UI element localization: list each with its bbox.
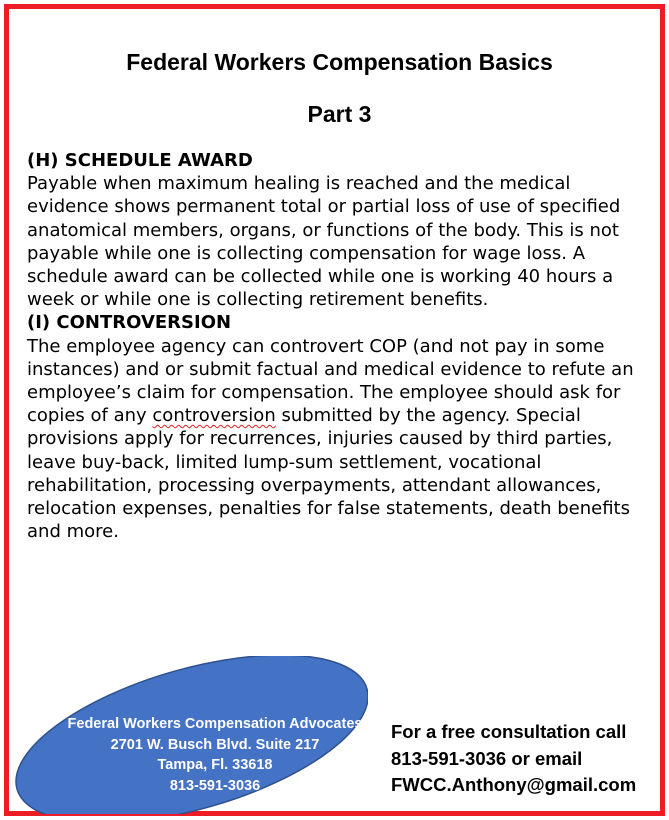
address-street: 2701 W. Busch Blvd. Suite 217	[110, 736, 320, 753]
consultation-line-1: For a free consultation call	[391, 721, 627, 742]
address-org: Federal Workers Compensation Advocates	[67, 716, 363, 732]
page-title: Federal Workers Compensation Basics	[126, 49, 553, 75]
document-body	[27, 149, 657, 543]
section-controversion	[27, 311, 657, 543]
spellcheck-flagged-word: controversion	[152, 405, 276, 427]
section-paragraph: Payable when maximum healing is reached and the medical evidence shows permanent total or partial loss of use of specified anatomical members, organs, or functions of the body. This is not payable while one is collecting compensation for wage loss. A schedule award can be collected while one is working 40 hours a week or while one is collecting retirement benefits.	[27, 173, 621, 311]
address-city: Tampa, Fl. 33618	[157, 757, 273, 773]
address-phone: 813-591-3036	[169, 777, 261, 794]
address-block	[55, 714, 375, 796]
section-heading: (I) CONTROVERSION	[27, 312, 232, 334]
page-subtitle: Part 3	[307, 101, 372, 127]
section-heading: (H) SCHEDULE AWARD	[27, 150, 253, 171]
paragraph-text-after: submitted by the agency. Special provisions apply for recurrences, injuries caused by third parties, leave buy-back, limited lump-sum settlement, vocational rehabilitation, processing overpayments, attendant allowances, relocation expenses, penalties for false statements, death benefits and more.	[27, 405, 630, 543]
paragraph-text-before: The employee agency can controvert COP (and not pay in some instances) and or submit factual and medical evidence to refute an employee’s claim for compensation. The employee should ask for copies of any	[27, 335, 634, 427]
consultation-line-2: 813-591-3036 or email	[391, 747, 583, 769]
section-paragraph	[27, 335, 657, 544]
consultation-email: FWCC.Anthony@gmail.com	[391, 774, 637, 795]
consultation-block	[391, 719, 653, 799]
section-schedule-award	[27, 149, 657, 311]
